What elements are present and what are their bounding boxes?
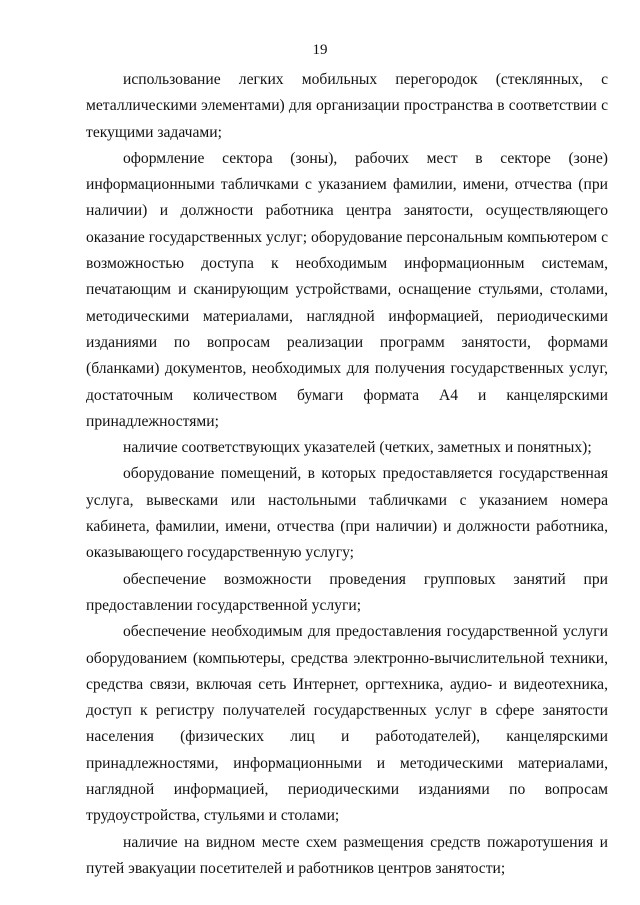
paragraph-sector-design: оформление сектора (зоны), рабочих мест в секторе (зоне) информационными табличками с указанием фамилии, имени, отчества (при наличии) и должности работника центра занятости, осуществляющего оказание государственных услуг; оборудование персональным компьютером с возможностью доступа к необходимым информационным системам, печатающим и сканирующим устройствами, оснащение стульями, столами, методическими материалами, наглядной информацией, периодическими изданиями по вопросам реализации программ занятости, формами (бланками) документов, необходимых для получения государственных услуг, достаточным количеством бумаги формата А4 и канцелярскими принадлежностями; (86, 149, 608, 430)
body-text (86, 67, 608, 882)
paragraph-signage: наличие соответствующих указателей (четких, заметных и понятных); (123, 439, 592, 457)
paragraph-group-sessions: обеспечение возможности проведения групповых занятий при предоставлении государственной услуги; (86, 570, 608, 614)
paragraph-room-equipment: оборудование помещений, в которых предоставляется государственная услуга, вывесками или настольными табличками с указанием номера кабинета, фамилии, имени, отчества (при наличии) и должности работника, оказывающего государственную услугу; (86, 465, 608, 562)
paragraph-equipment-provision: обеспечение необходимым для предоставления государственной услуги оборудованием (компьютеры, средства электронно-вычислительной техники, средства связи, включая сеть Интернет, оргтехника, аудио- и видеотехника, доступ к регистру получателей государственных услуг в сфере занятости населения (физических лиц и работодателей), канцелярскими принадлежностями, информационными и методическими материалами, наглядной информацией, периодическими изданиями по вопросам трудоустройства, стульями и столами; (86, 623, 608, 825)
page-number: 19 (312, 42, 328, 58)
paragraph-evacuation-plans: наличие на видном месте схем размещения средств пожаротушения и путей эвакуации посетителей и работников центров занятости; (86, 833, 608, 877)
paragraph-partitions: использование легких мобильных перегородок (стеклянных, с металлическими элементами) для организации пространства в соответствии с текущими задачами; (86, 71, 608, 141)
